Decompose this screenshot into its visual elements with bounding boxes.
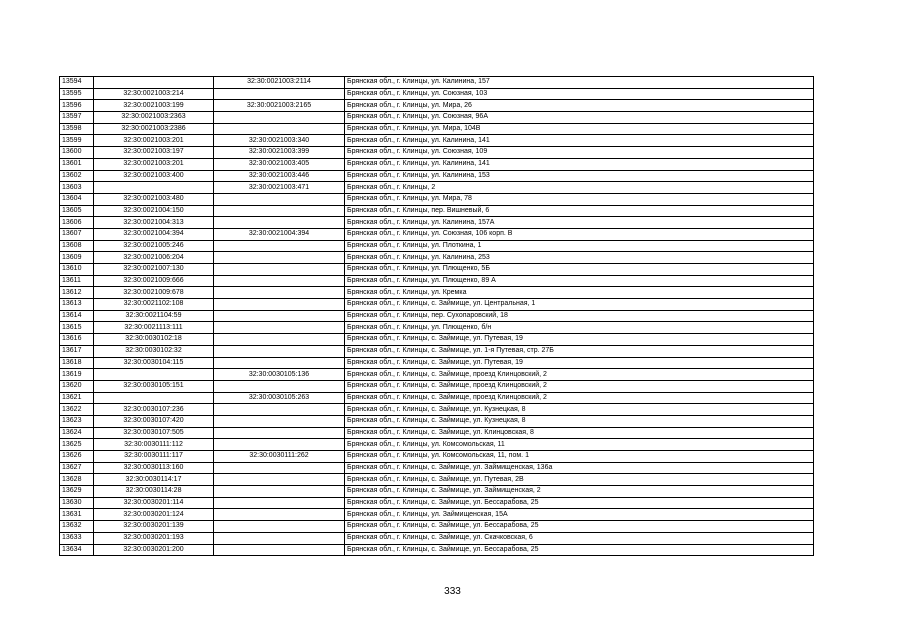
row-number-cell: 13601 bbox=[60, 158, 94, 170]
address-cell: Брянская обл., г. Клинцы, пер. Сухопаровский, 18 bbox=[345, 310, 814, 322]
table-row bbox=[60, 497, 814, 509]
cadastral-number-cell: 32:30:0021003:201 bbox=[94, 135, 214, 147]
address-cell: Брянская обл., г. Клинцы, ул. Кремка bbox=[345, 287, 814, 299]
table-row bbox=[60, 310, 814, 322]
row-number-cell: 13627 bbox=[60, 462, 94, 474]
cadastral-number-cell: 32:30:0030111:112 bbox=[94, 439, 214, 451]
row-number-cell: 13609 bbox=[60, 252, 94, 264]
related-cadastral-number-cell: 32:30:0021003:446 bbox=[214, 170, 345, 182]
address-cell: Брянская обл., г. Клинцы, ул. Плоткина, 1 bbox=[345, 240, 814, 252]
table-row bbox=[60, 240, 814, 252]
table-row bbox=[60, 427, 814, 439]
row-number-cell: 13617 bbox=[60, 345, 94, 357]
related-cadastral-number-cell bbox=[214, 462, 345, 474]
table-row bbox=[60, 135, 814, 147]
related-cadastral-number-cell: 32:30:0021003:405 bbox=[214, 158, 345, 170]
cadastral-number-cell: 32:30:0021007:130 bbox=[94, 264, 214, 276]
address-cell: Брянская обл., г. Клинцы, ул. Союзная, 96А bbox=[345, 112, 814, 124]
cadastral-number-cell: 32:30:0030111:117 bbox=[94, 451, 214, 463]
address-cell: Брянская обл., г. Клинцы, ул. Займищенская, 15А bbox=[345, 509, 814, 521]
related-cadastral-number-cell bbox=[214, 217, 345, 229]
table-row bbox=[60, 486, 814, 498]
row-number-cell: 13633 bbox=[60, 532, 94, 544]
address-cell: Брянская обл., г. Клинцы, 2 bbox=[345, 182, 814, 194]
table-row bbox=[60, 404, 814, 416]
address-cell: Брянская обл., г. Клинцы, ул. Союзная, 106 корп. В bbox=[345, 228, 814, 240]
related-cadastral-number-cell: 32:30:0021004:394 bbox=[214, 228, 345, 240]
related-cadastral-number-cell bbox=[214, 252, 345, 264]
cadastral-number-cell: 32:30:0021104:59 bbox=[94, 310, 214, 322]
related-cadastral-number-cell bbox=[214, 112, 345, 124]
address-cell: Брянская обл., г. Клинцы, ул. Калинина, 157А bbox=[345, 217, 814, 229]
table-row bbox=[60, 77, 814, 89]
cadastral-number-cell: 32:30:0030105:151 bbox=[94, 380, 214, 392]
row-number-cell: 13612 bbox=[60, 287, 94, 299]
address-cell: Брянская обл., г. Клинцы, с. Займище, ул. Клинцовская, 8 bbox=[345, 427, 814, 439]
row-number-cell: 13622 bbox=[60, 404, 94, 416]
row-number-cell: 13626 bbox=[60, 451, 94, 463]
row-number-cell: 13625 bbox=[60, 439, 94, 451]
address-cell: Брянская обл., г. Клинцы, ул. Мира, 104В bbox=[345, 123, 814, 135]
related-cadastral-number-cell bbox=[214, 415, 345, 427]
cadastral-number-cell: 32:30:0021003:400 bbox=[94, 170, 214, 182]
row-number-cell: 13594 bbox=[60, 77, 94, 89]
row-number-cell: 13618 bbox=[60, 357, 94, 369]
address-cell: Брянская обл., г. Клинцы, пер. Вишневый, 6 bbox=[345, 205, 814, 217]
row-number-cell: 13615 bbox=[60, 322, 94, 334]
row-number-cell: 13629 bbox=[60, 486, 94, 498]
table-row bbox=[60, 112, 814, 124]
related-cadastral-number-cell bbox=[214, 264, 345, 276]
table-row bbox=[60, 322, 814, 334]
table-row bbox=[60, 521, 814, 533]
row-number-cell: 13616 bbox=[60, 334, 94, 346]
address-cell: Брянская обл., г. Клинцы, с. Займище, проезд Клинцовский, 2 bbox=[345, 392, 814, 404]
row-number-cell: 13595 bbox=[60, 88, 94, 100]
row-number-cell: 13611 bbox=[60, 275, 94, 287]
related-cadastral-number-cell bbox=[214, 193, 345, 205]
related-cadastral-number-cell bbox=[214, 544, 345, 556]
row-number-cell: 13623 bbox=[60, 415, 94, 427]
cadastral-number-cell: 32:30:0021004:394 bbox=[94, 228, 214, 240]
cadastral-number-cell: 32:30:0030107:505 bbox=[94, 427, 214, 439]
related-cadastral-number-cell: 32:30:0021003:2165 bbox=[214, 100, 345, 112]
address-cell: Брянская обл., г. Клинцы, с. Займище, ул. Бессарабова, 25 bbox=[345, 497, 814, 509]
cadastral-number-cell: 32:30:0021003:214 bbox=[94, 88, 214, 100]
address-cell: Брянская обл., г. Клинцы, ул. Калинина, 157 bbox=[345, 77, 814, 89]
cadastral-number-cell: 32:30:0021006:204 bbox=[94, 252, 214, 264]
cadastral-number-cell: 32:30:0030104:115 bbox=[94, 357, 214, 369]
table-row bbox=[60, 88, 814, 100]
related-cadastral-number-cell bbox=[214, 310, 345, 322]
related-cadastral-number-cell bbox=[214, 474, 345, 486]
address-cell: Брянская обл., г. Клинцы, ул. Калинина, 141 bbox=[345, 135, 814, 147]
table-row bbox=[60, 474, 814, 486]
related-cadastral-number-cell: 32:30:0021003:340 bbox=[214, 135, 345, 147]
address-cell: Брянская обл., г. Клинцы, с. Займище, проезд Клинцовский, 2 bbox=[345, 369, 814, 381]
cadastral-number-cell: 32:30:0030201:193 bbox=[94, 532, 214, 544]
related-cadastral-number-cell bbox=[214, 123, 345, 135]
cadastral-number-cell: 32:30:0021009:678 bbox=[94, 287, 214, 299]
cadastral-number-cell: 32:30:0021102:108 bbox=[94, 299, 214, 311]
table-row bbox=[60, 228, 814, 240]
address-cell: Брянская обл., г. Клинцы, с. Займище, ул. Путевая, 19 bbox=[345, 357, 814, 369]
row-number-cell: 13620 bbox=[60, 380, 94, 392]
row-number-cell: 13610 bbox=[60, 264, 94, 276]
table-row bbox=[60, 532, 814, 544]
cadastral-number-cell: 32:30:0021113:111 bbox=[94, 322, 214, 334]
table-row bbox=[60, 123, 814, 135]
table-row bbox=[60, 193, 814, 205]
table-row bbox=[60, 462, 814, 474]
cadastral-number-cell: 32:30:0030102:18 bbox=[94, 334, 214, 346]
address-cell: Брянская обл., г. Клинцы, ул. Плющенко, б/н bbox=[345, 322, 814, 334]
related-cadastral-number-cell bbox=[214, 240, 345, 252]
table-row bbox=[60, 509, 814, 521]
related-cadastral-number-cell bbox=[214, 299, 345, 311]
row-number-cell: 13596 bbox=[60, 100, 94, 112]
related-cadastral-number-cell bbox=[214, 357, 345, 369]
table-row bbox=[60, 415, 814, 427]
address-cell: Брянская обл., г. Клинцы, ул. Комсомольская, 11, пом. 1 bbox=[345, 451, 814, 463]
cadastral-number-cell: 32:30:0021003:2386 bbox=[94, 123, 214, 135]
row-number-cell: 13614 bbox=[60, 310, 94, 322]
related-cadastral-number-cell: 32:30:0030111:262 bbox=[214, 451, 345, 463]
table-row bbox=[60, 439, 814, 451]
address-cell: Брянская обл., г. Клинцы, ул. Калинина, 141 bbox=[345, 158, 814, 170]
row-number-cell: 13606 bbox=[60, 217, 94, 229]
table-row bbox=[60, 264, 814, 276]
cadastral-number-cell: 32:30:0021009:666 bbox=[94, 275, 214, 287]
row-number-cell: 13598 bbox=[60, 123, 94, 135]
cadastral-number-cell: 32:30:0021003:480 bbox=[94, 193, 214, 205]
related-cadastral-number-cell bbox=[214, 345, 345, 357]
address-cell: Брянская обл., г. Клинцы, ул. Мира, 26 bbox=[345, 100, 814, 112]
table-row bbox=[60, 369, 814, 381]
row-number-cell: 13630 bbox=[60, 497, 94, 509]
address-cell: Брянская обл., г. Клинцы, ул. Мира, 78 bbox=[345, 193, 814, 205]
address-cell: Брянская обл., г. Клинцы, с. Займище, ул. Займищенская, 136а bbox=[345, 462, 814, 474]
table-row bbox=[60, 357, 814, 369]
table-row bbox=[60, 334, 814, 346]
address-cell: Брянская обл., г. Клинцы, с. Займище, ул. Бессарабова, 25 bbox=[345, 544, 814, 556]
table-row bbox=[60, 299, 814, 311]
table-row bbox=[60, 217, 814, 229]
cadastral-number-cell: 32:30:0030107:420 bbox=[94, 415, 214, 427]
cadastral-number-cell: 32:30:0021004:313 bbox=[94, 217, 214, 229]
cadastral-number-cell bbox=[94, 77, 214, 89]
related-cadastral-number-cell: 32:30:0021003:471 bbox=[214, 182, 345, 194]
table-row bbox=[60, 147, 814, 159]
related-cadastral-number-cell bbox=[214, 486, 345, 498]
address-cell: Брянская обл., г. Клинцы, с. Займище, ул. Бессарабова, 25 bbox=[345, 521, 814, 533]
cadastral-number-cell: 32:30:0030201:124 bbox=[94, 509, 214, 521]
related-cadastral-number-cell bbox=[214, 205, 345, 217]
address-cell: Брянская обл., г. Клинцы, с. Займище, ул. Путевая, 2В bbox=[345, 474, 814, 486]
row-number-cell: 13624 bbox=[60, 427, 94, 439]
table-row bbox=[60, 345, 814, 357]
row-number-cell: 13634 bbox=[60, 544, 94, 556]
cadastral-number-cell: 32:30:0030201:114 bbox=[94, 497, 214, 509]
row-number-cell: 13603 bbox=[60, 182, 94, 194]
cadastral-number-cell: 32:30:0030107:236 bbox=[94, 404, 214, 416]
row-number-cell: 13632 bbox=[60, 521, 94, 533]
row-number-cell: 13613 bbox=[60, 299, 94, 311]
table-row bbox=[60, 170, 814, 182]
address-cell: Брянская обл., г. Клинцы, с. Займище, ул. Кузнецкая, 8 bbox=[345, 404, 814, 416]
address-cell: Брянская обл., г. Клинцы, ул. Калинина, 253 bbox=[345, 252, 814, 264]
page-number: 333 bbox=[444, 586, 461, 597]
related-cadastral-number-cell: 32:30:0030105:263 bbox=[214, 392, 345, 404]
related-cadastral-number-cell bbox=[214, 532, 345, 544]
related-cadastral-number-cell: 32:30:0021003:399 bbox=[214, 147, 345, 159]
cadastral-number-cell bbox=[94, 369, 214, 381]
related-cadastral-number-cell bbox=[214, 404, 345, 416]
related-cadastral-number-cell bbox=[214, 380, 345, 392]
address-cell: Брянская обл., г. Клинцы, ул. Плющенко, 89 А bbox=[345, 275, 814, 287]
cadastral-number-cell: 32:30:0030113:160 bbox=[94, 462, 214, 474]
table-row bbox=[60, 205, 814, 217]
related-cadastral-number-cell bbox=[214, 521, 345, 533]
row-number-cell: 13607 bbox=[60, 228, 94, 240]
cadastral-number-cell: 32:30:0021005:246 bbox=[94, 240, 214, 252]
address-cell: Брянская обл., г. Клинцы, ул. Союзная, 109 bbox=[345, 147, 814, 159]
cadastral-number-cell: 32:30:0030114:28 bbox=[94, 486, 214, 498]
table-row bbox=[60, 182, 814, 194]
table-row bbox=[60, 100, 814, 112]
table-row bbox=[60, 158, 814, 170]
related-cadastral-number-cell bbox=[214, 509, 345, 521]
table-row bbox=[60, 451, 814, 463]
address-cell: Брянская обл., г. Клинцы, с. Займище, ул. Кузнецкая, 8 bbox=[345, 415, 814, 427]
cadastral-number-cell: 32:30:0021004:150 bbox=[94, 205, 214, 217]
row-number-cell: 13599 bbox=[60, 135, 94, 147]
cadastral-number-cell: 32:30:0030201:139 bbox=[94, 521, 214, 533]
row-number-cell: 13621 bbox=[60, 392, 94, 404]
related-cadastral-number-cell bbox=[214, 322, 345, 334]
address-cell: Брянская обл., г. Клинцы, ул. Комсомольская, 11 bbox=[345, 439, 814, 451]
address-cell: Брянская обл., г. Клинцы, с. Займище, ул. Скачковская, 6 bbox=[345, 532, 814, 544]
row-number-cell: 13631 bbox=[60, 509, 94, 521]
address-cell: Брянская обл., г. Клинцы, ул. Союзная, 103 bbox=[345, 88, 814, 100]
row-number-cell: 13605 bbox=[60, 205, 94, 217]
cadastral-number-cell bbox=[94, 182, 214, 194]
address-cell: Брянская обл., г. Клинцы, с. Займище, ул. Центральная, 1 bbox=[345, 299, 814, 311]
row-number-cell: 13608 bbox=[60, 240, 94, 252]
row-number-cell: 13619 bbox=[60, 369, 94, 381]
related-cadastral-number-cell bbox=[214, 88, 345, 100]
related-cadastral-number-cell: 32:30:0030105:136 bbox=[214, 369, 345, 381]
cadastral-number-cell: 32:30:0021003:199 bbox=[94, 100, 214, 112]
address-cell: Брянская обл., г. Клинцы, с. Займище, ул. Займищенская, 2 bbox=[345, 486, 814, 498]
address-cell: Брянская обл., г. Клинцы, ул. Плющенко, 5Б bbox=[345, 264, 814, 276]
cadastral-number-cell: 32:30:0021003:201 bbox=[94, 158, 214, 170]
table-row bbox=[60, 544, 814, 556]
related-cadastral-number-cell bbox=[214, 275, 345, 287]
cadastral-table bbox=[59, 76, 814, 556]
row-number-cell: 13597 bbox=[60, 112, 94, 124]
table-row bbox=[60, 392, 814, 404]
cadastral-number-cell: 32:30:0021003:197 bbox=[94, 147, 214, 159]
cadastral-number-cell: 32:30:0030114:17 bbox=[94, 474, 214, 486]
cadastral-number-cell: 32:30:0021003:2363 bbox=[94, 112, 214, 124]
address-cell: Брянская обл., г. Клинцы, с. Займище, ул. Путевая, 19 bbox=[345, 334, 814, 346]
table-row bbox=[60, 287, 814, 299]
table-row bbox=[60, 275, 814, 287]
related-cadastral-number-cell bbox=[214, 439, 345, 451]
cadastral-number-cell: 32:30:0030102:32 bbox=[94, 345, 214, 357]
related-cadastral-number-cell bbox=[214, 334, 345, 346]
cadastral-number-cell: 32:30:0030201:200 bbox=[94, 544, 214, 556]
row-number-cell: 13602 bbox=[60, 170, 94, 182]
related-cadastral-number-cell: 32:30:0021003:2114 bbox=[214, 77, 345, 89]
table-row bbox=[60, 252, 814, 264]
address-cell: Брянская обл., г. Клинцы, с. Займище, проезд Клинцовский, 2 bbox=[345, 380, 814, 392]
related-cadastral-number-cell bbox=[214, 497, 345, 509]
related-cadastral-number-cell bbox=[214, 287, 345, 299]
address-cell: Брянская обл., г. Клинцы, с. Займище, ул. 1-я Путевая, стр. 27Б bbox=[345, 345, 814, 357]
cadastral-number-cell bbox=[94, 392, 214, 404]
related-cadastral-number-cell bbox=[214, 427, 345, 439]
table-row bbox=[60, 380, 814, 392]
table-body bbox=[60, 77, 814, 556]
row-number-cell: 13604 bbox=[60, 193, 94, 205]
row-number-cell: 13600 bbox=[60, 147, 94, 159]
address-cell: Брянская обл., г. Клинцы, ул. Калинина, 153 bbox=[345, 170, 814, 182]
row-number-cell: 13628 bbox=[60, 474, 94, 486]
